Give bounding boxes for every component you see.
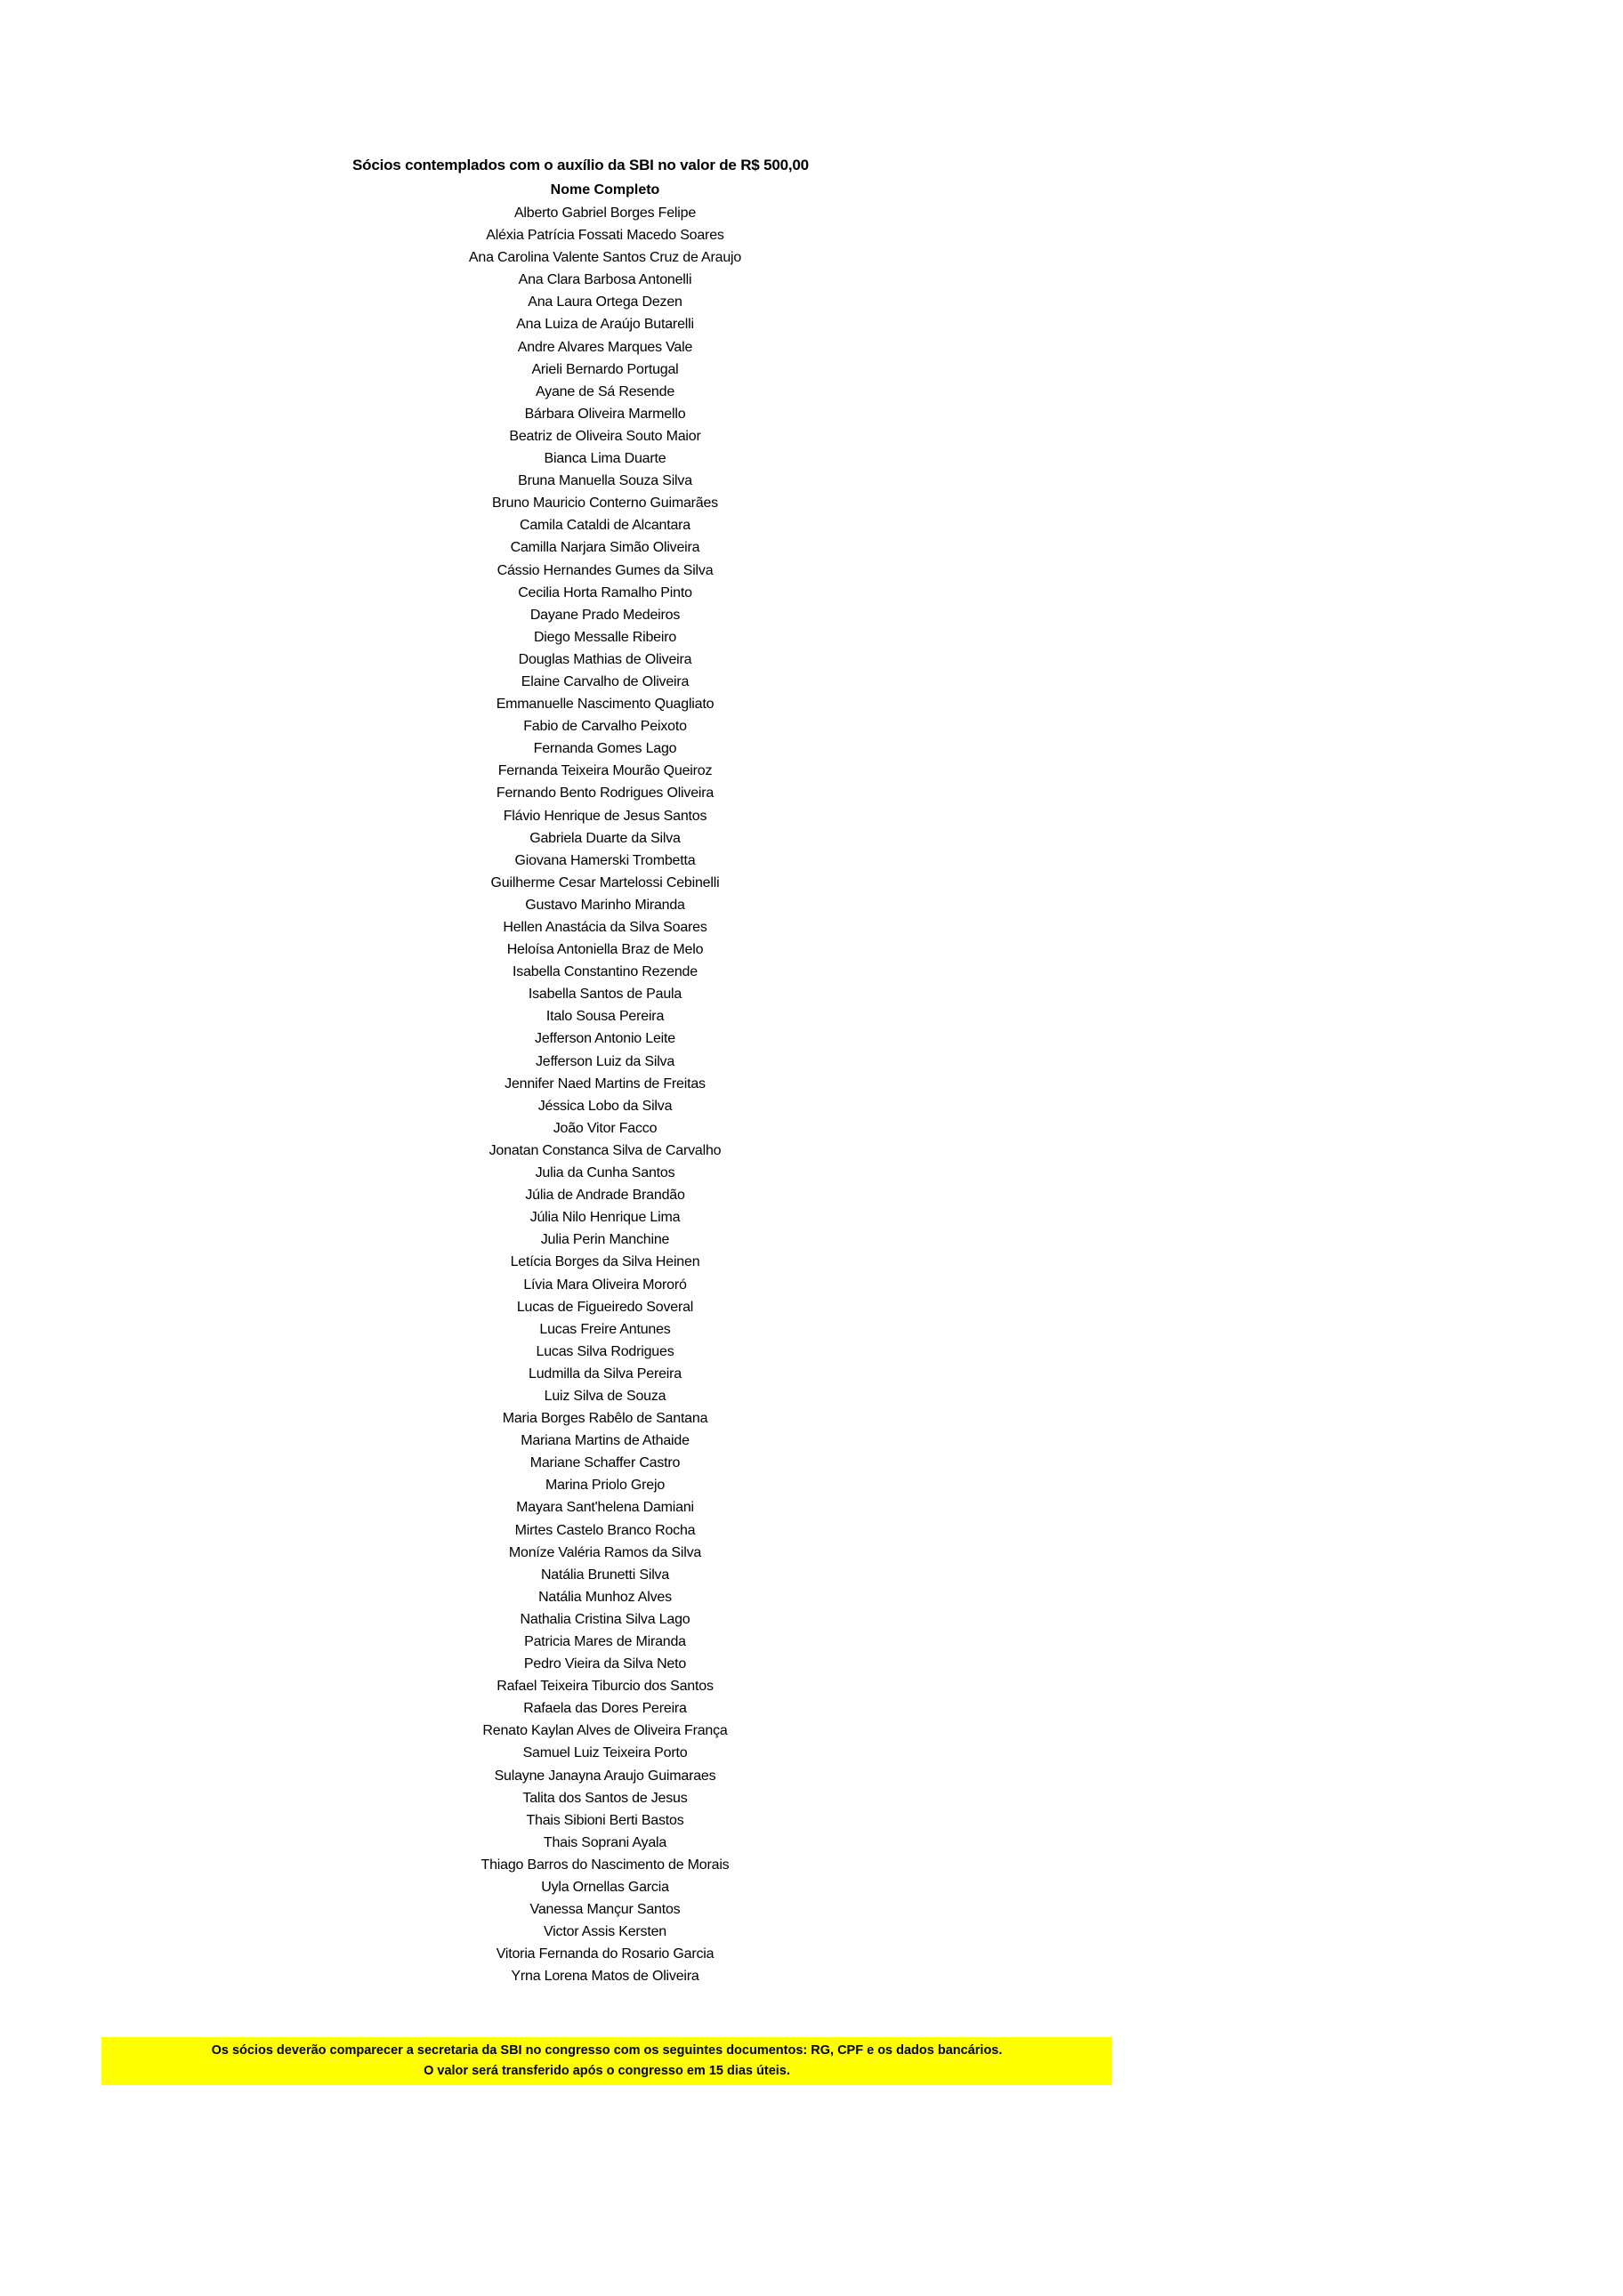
name-row: Ana Luiza de Araújo Butarelli xyxy=(516,317,694,333)
name-row: Jéssica Lobo da Silva xyxy=(537,1098,673,1114)
document-title: Sócios contemplados com o auxílio da SBI no valor de R$ 500,00 xyxy=(352,157,809,173)
name-row: Julia Perin Manchine xyxy=(540,1232,670,1248)
name-row: Mirtes Castelo Branco Rocha xyxy=(514,1522,696,1538)
name-row: Cecilia Horta Ramalho Pinto xyxy=(518,584,692,600)
column-header: Nome Completo xyxy=(550,182,660,197)
name-row: Isabella Santos de Paula xyxy=(528,987,682,1003)
name-row: Ana Clara Barbosa Antonelli xyxy=(518,272,692,288)
name-row: Dayane Prado Medeiros xyxy=(529,607,681,623)
name-row: Andre Alvares Marques Vale xyxy=(517,339,693,355)
name-row: Fernando Bento Rodrigues Oliveira xyxy=(496,785,715,802)
name-row: Gabriela Duarte da Silva xyxy=(529,830,681,846)
name-row: Ayane de Sá Resende xyxy=(535,383,675,399)
name-row: Hellen Anastácia da Silva Soares xyxy=(503,920,707,935)
name-row: Letícia Borges da Silva Heinen xyxy=(510,1254,700,1270)
name-row: Douglas Mathias de Oliveira xyxy=(518,651,692,667)
names-list xyxy=(338,202,872,1988)
name-row: Diego Messalle Ribeiro xyxy=(533,629,677,645)
name-row: Luiz Silva de Souza xyxy=(544,1388,666,1404)
name-row: Arieli Bernardo Portugal xyxy=(531,361,679,377)
name-row: Ludmilla da Silva Pereira xyxy=(529,1366,682,1382)
name-row: Aléxia Patrícia Fossati Macedo Soares xyxy=(486,228,724,244)
name-row: Bruna Manuella Souza Silva xyxy=(518,473,692,489)
name-row: Thais Sibioni Berti Bastos xyxy=(526,1812,684,1828)
name-row: Lucas de Figueiredo Soveral xyxy=(516,1299,694,1315)
name-row: Camilla Narjara Simão Oliveira xyxy=(510,540,700,556)
name-row: Fernanda Gomes Lago xyxy=(533,741,677,757)
name-row: Emmanuelle Nascimento Quagliato xyxy=(496,697,715,713)
name-row: Fabio de Carvalho Peixoto xyxy=(523,719,687,735)
name-row: Gustavo Marinho Miranda xyxy=(525,897,685,913)
name-row: Lívia Mara Oliveira Mororó xyxy=(523,1277,687,1293)
notice-box xyxy=(101,2037,1112,2085)
name-row: Renato Kaylan Alves de Oliveira França xyxy=(482,1723,728,1739)
name-row: Jonatan Constanca Silva de Carvalho xyxy=(489,1142,722,1158)
name-row: Jennifer Naed Martins de Freitas xyxy=(505,1075,706,1092)
name-row: Bianca Lima Duarte xyxy=(544,451,666,467)
name-row: Júlia de Andrade Brandão xyxy=(525,1188,685,1204)
name-row: João Vitor Facco xyxy=(553,1120,658,1136)
name-row: Jefferson Luiz da Silva xyxy=(535,1053,675,1069)
name-row: Giovana Hamerski Trombetta xyxy=(514,852,696,868)
name-row: Bárbara Oliveira Marmello xyxy=(524,406,686,422)
name-row: Italo Sousa Pereira xyxy=(545,1009,665,1025)
name-row: Júlia Nilo Henrique Lima xyxy=(529,1210,681,1226)
name-row: Camila Cataldi de Alcantara xyxy=(519,518,691,534)
name-row: Talita dos Santos de Jesus xyxy=(522,1790,688,1806)
name-row: Thiago Barros do Nascimento de Morais xyxy=(480,1857,730,1873)
name-row: Julia da Cunha Santos xyxy=(535,1165,675,1181)
name-row: Lucas Silva Rodrigues xyxy=(536,1343,674,1359)
notice-line-1: Os sócios deverão comparecer a secretaria da SBI no congresso com os seguintes documentos: RG, CPF e os dados bancários. xyxy=(211,2043,1003,2058)
name-row: Ana Carolina Valente Santos Cruz de Araujo xyxy=(468,250,742,266)
name-row: Rafaela das Dores Pereira xyxy=(523,1701,687,1717)
name-row: Moníze Valéria Ramos da Silva xyxy=(508,1544,702,1560)
name-row: Natália Munhoz Alves xyxy=(538,1589,672,1605)
name-row: Marina Priolo Grejo xyxy=(545,1478,666,1494)
name-row: Mariane Schaffer Castro xyxy=(529,1455,681,1471)
name-row: Cássio Hernandes Gumes da Silva xyxy=(497,562,714,578)
name-row: Natália Brunetti Silva xyxy=(540,1567,670,1583)
name-row: Bruno Mauricio Conterno Guimarães xyxy=(492,495,718,512)
name-row: Maria Borges Rabêlo de Santana xyxy=(502,1411,708,1427)
name-row: Vitoria Fernanda do Rosario Garcia xyxy=(496,1946,715,1962)
name-row: Rafael Teixeira Tiburcio dos Santos xyxy=(497,1679,714,1695)
name-row: Victor Assis Kersten xyxy=(544,1924,666,1940)
name-row: Ana Laura Ortega Dezen xyxy=(528,294,682,310)
name-row: Lucas Freire Antunes xyxy=(539,1321,671,1337)
name-row: Nathalia Cristina Silva Lago xyxy=(520,1611,690,1627)
name-row: Alberto Gabriel Borges Felipe xyxy=(513,205,697,221)
name-row: Mayara Sant'helena Damiani xyxy=(516,1500,694,1516)
name-row: Fernanda Teixeira Mourão Queiroz xyxy=(497,763,713,779)
name-row: Isabella Constantino Rezende xyxy=(513,964,698,980)
name-row: Yrna Lorena Matos de Oliveira xyxy=(511,1969,699,1985)
name-row: Samuel Luiz Teixeira Porto xyxy=(522,1745,688,1761)
name-row: Beatriz de Oliveira Souto Maior xyxy=(509,428,701,444)
name-row: Elaine Carvalho de Oliveira xyxy=(521,673,690,689)
name-row: Pedro Vieira da Silva Neto xyxy=(523,1656,687,1672)
name-row: Vanessa Mançur Santos xyxy=(529,1902,681,1918)
name-row: Uyla Ornellas Garcia xyxy=(541,1880,669,1896)
name-row: Heloísa Antoniella Braz de Melo xyxy=(506,942,704,958)
name-row: Patricia Mares de Miranda xyxy=(524,1634,686,1649)
name-row: Guilherme Cesar Martelossi Cebinelli xyxy=(490,874,720,890)
name-row: Thais Soprani Ayala xyxy=(543,1834,667,1850)
name-row: Mariana Martins de Athaide xyxy=(521,1433,690,1449)
notice-line-2: O valor será transferido após o congresso em 15 dias úteis. xyxy=(424,2064,790,2078)
name-row: Flávio Henrique de Jesus Santos xyxy=(503,808,707,824)
name-row: Sulayne Janayna Araujo Guimaraes xyxy=(494,1768,716,1784)
name-row: Jefferson Antonio Leite xyxy=(535,1031,675,1047)
